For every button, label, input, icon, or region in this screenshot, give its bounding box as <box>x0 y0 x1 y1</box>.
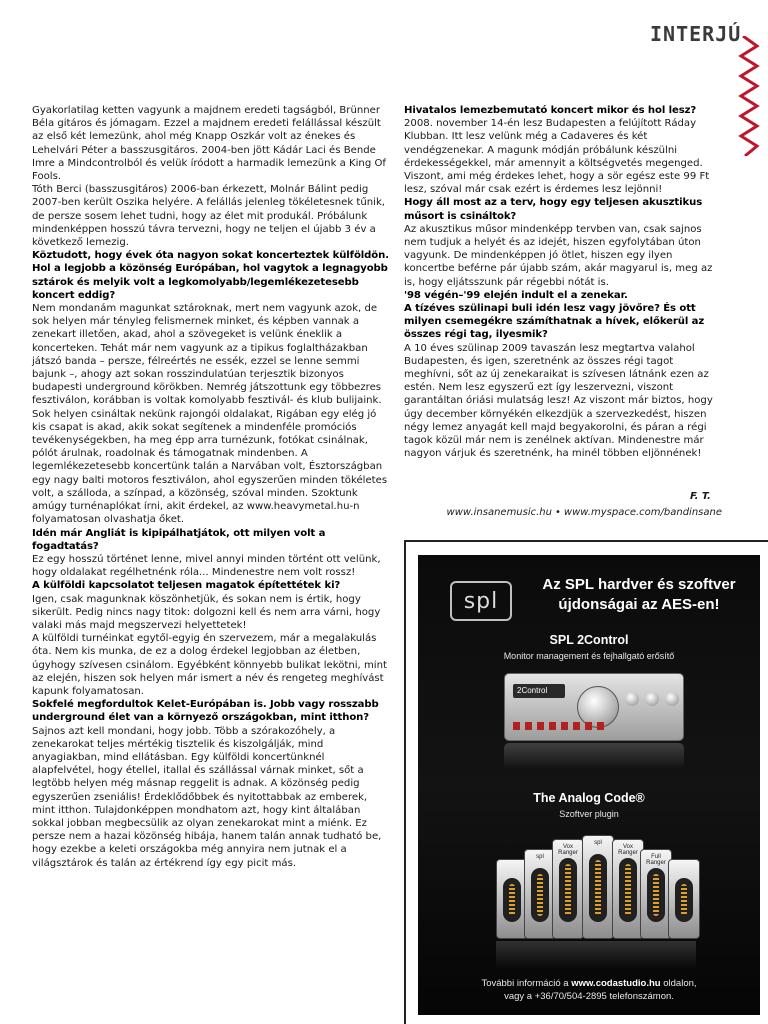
question-paragraph: '98 végén–'99 elején indult el a zenekar. <box>404 289 628 301</box>
plugin-meter <box>589 854 607 922</box>
spl-logo: spl <box>450 581 512 621</box>
plugin-meter <box>647 868 665 922</box>
answer-paragraph: Ez egy hosszú történet lenne, mivel annyi minden történt ott velünk, hogy oldalakat regélhetnénk róla... Mindenestre nem volt rossz! <box>32 553 381 579</box>
plugin-unit <box>668 859 700 939</box>
footer-phone: vagy a +36/70/504-2895 telefonszámon. <box>504 991 674 1002</box>
plugin-label: Full Ranger <box>646 854 666 866</box>
section-label: INTERJÚ <box>650 22 742 46</box>
answer-paragraph: Igen, csak magunknak köszönhetjük, és sokan nem is értik, hogy sikerült. Pedig nincs nagy titok: dolgozni kell és nem arra várni, hogy valaki más majd megszervezi helyettetek! <box>32 593 381 631</box>
plugin-label: Vox Ranger <box>618 844 638 856</box>
device-reflection <box>504 743 684 769</box>
website-link[interactable]: www.insanemusic.hu <box>446 507 552 518</box>
ad-headline: Az SPL hardver és szoftver újdonságai az AES-en! <box>542 576 736 613</box>
myspace-link[interactable]: www.myspace.com/bandinsane <box>563 507 722 518</box>
author-signature: F. T. <box>690 491 711 502</box>
product1-name: SPL 2Control <box>549 633 629 647</box>
plugin-images <box>496 835 696 939</box>
device-buttons <box>513 722 605 730</box>
zigzag-decoration <box>737 36 763 156</box>
answer-paragraph: A külföldi turnéinkat egytől-egyig én szervezem, már a megalakulás óta. Nem kis munka, de ez a dolog érdekel legjobban az életben, úgyhogy szívesen csinálom. Egyébként könnyebb bulikat lekötni, mint az elején, hiszen sok helyen már ismert a név és rengeteg meghívást kapunk folyamatosan. <box>32 633 387 697</box>
question-paragraph: Köztudott, hogy évek óta nagyon sokat koncerteztek külföldön. Hol a legjobb a közönség Európában, hol vagytok a legnagyobb sztárok és melyik volt a legkomolyabb/legemlékezetesebb koncert eddig? <box>32 250 389 301</box>
answer-paragraph: 2008. november 14-én lesz Budapesten a felújított Ráday Klubban. Itt lesz velünk még a Cadaveres és két vendégzenekar. A magunk módján próbálunk készülni érdekességekkel, már amennyit a költségvetés megenged. Viszont, ami még érdekes lehet, hogy a sör egész este 99 Ft lesz, szóval már csak ezért is érdemes lesz lejönni! <box>404 118 710 196</box>
plugin-meter <box>619 858 637 922</box>
answer-paragraph: A 10 éves szülinap 2009 tavaszán lesz megtartva valahol Budapesten, és igen, szeretnénk az összes régi tagot meghívni, sőt az új zenekaraikat is szívesen látnánk ezen az estén. Nem lesz egyszerű ezt így leszervezni, viszont garantáltan óriási mulatság lesz! Az viszont már biztos, hogy úgy december környékén elkezdjük a szervezkedést, hiszen négy lemez anyagát kell majd begyakorolni, és páran a régi tagok közül már nem is zenélnek aktívan. Mindenestre már nagyon várjuk és szeretnénk, ha minél többen eljönnének! <box>404 342 713 460</box>
plugin-label: spl <box>594 840 602 846</box>
plugin-label: spl <box>536 854 544 860</box>
question-paragraph: A tízéves szülinapi buli idén lesz vagy jövőre? És ott milyen csemegékre számíthatnak a hívek, előkerül az összes régi tag, ilyesmik? <box>404 303 705 341</box>
plugin-meter <box>675 878 693 922</box>
2control-device-image <box>504 673 684 741</box>
plugin-meter <box>531 868 549 922</box>
spl-advertisement <box>418 555 760 1015</box>
answer-paragraph: Nem mondanám magunkat sztároknak, mert nem vagyunk azok, de sok helyen már tényleg felismernek minket, és képben vannak a zenekart illetően, akad, ahol a szövegeket is velünk éneklik a koncerteken. Tehát már nem vagyunk az a tipikus foglaltházakban játszó banda – persze, félreértés ne essék, ezzel se lenne semmi bajunk –, ahogy azt sokan rosszindulatúan terjesztik bizonyos budapesti underground körökben. Nemrég játszottunk egy többezres fesztiválon, korábban is voltak komolyabb fesztivál- és klub bulijaink. Sok helyen csináltak nekünk rajongói oldalakat, Rigában egy elég jó kis csapat is akad, akik sokat segítenek a mindenféle promóciós tevékenységekben, ha meg épp arra turnézunk, fotókat csinálnak, pólót árulnak, roadolnak és támogatnak mindenben. A legemlékezetesebb koncertünk talán a Narvában volt, Észtországban egy nagy balti motoros fesztiválon, ahol egyszerűen minden tökéletes volt, a szálloda, a színpad, a közönség, szóval minden. Szoktunk amúgy turnénaplókat írni, akit érdekel, az www.heavymetal.hu-n folyamatosan olvashatja őket. <box>32 303 388 526</box>
answer-paragraph: Gyakorlatilag ketten vagyunk a majdnem eredeti tagságból, Brünner Béla gitáros és jómagam. Ezzel a majdnem eredeti felállással készült az első két lemezünk, ahol még Knapp Oszkár volt az énekes és Lehelvári Péter a basszusgitáros. 2004-ben jött Kádár Laci és Bende Imre a Mindcontrolból és velük íródott a harmadik lemezünk a King Of Fools. <box>32 105 386 183</box>
plugin-unit <box>582 835 614 939</box>
product1-description: Monitor management és fejhallgató erősítő <box>503 651 675 661</box>
plugin-meter <box>503 878 521 922</box>
product2-name: The Analog Code® <box>533 791 645 805</box>
link-separator: • <box>555 507 561 518</box>
ad-footer <box>418 977 760 1003</box>
question-paragraph: A külföldi kapcsolatot teljesen magatok építettétek ki? <box>32 580 341 592</box>
footer-prefix: További információ a <box>481 978 569 989</box>
plugin-reflection <box>496 941 696 969</box>
device-badge: 2Control <box>513 684 565 698</box>
codastudio-link[interactable]: www.codastudio.hu <box>571 978 661 989</box>
small-knob <box>625 692 639 706</box>
band-links <box>404 507 722 518</box>
plugin-label: Vox Ranger <box>558 844 578 856</box>
small-knob <box>665 692 679 706</box>
small-knob <box>645 692 659 706</box>
article-right-column <box>404 104 722 460</box>
question-paragraph: Hivatalos lemezbemutató koncert mikor és hol lesz? <box>404 105 697 116</box>
product2-description: Szoftver plugin <box>559 809 619 819</box>
article-left-column <box>32 104 390 870</box>
question-paragraph: Hogy áll most az a terv, hogy egy teljesen akusztikus műsort is csináltok? <box>404 197 703 222</box>
plugin-meter <box>559 858 577 922</box>
answer-paragraph: Sajnos azt kell mondani, hogy jobb. Több a szórakozóhely, a zenekarokat teljes mértékig tisztelik és kiszolgálják, mind anyagiakban, mind ellátásban. Egy külföldi koncertünknél alapfelvétel, hogy étellel, itallal és szállással várnak minket, sőt a legtöbb helyen még másnap reggelit is adnak. A közönség pedig egyszerűen zseniális! Érdeklődőbbek és nyitottabbak az emberek, mint itthon. Tulajdonképpen mondhatom azt, hogy kint általában sokkal jobban megbecsülik az olyan zenekarokat mint a miénk. Ez persze nem a hazai közönség hibája, hanem talán annak tudható be, hogy ezekbe a keleti országokba még annyira nem jutnak el a világsztárok és talán az értékrend így egy picit más. <box>32 725 382 869</box>
plugin-unit <box>552 839 584 939</box>
answer-paragraph: Az akusztikus műsor mindenképp tervben van, csak sajnos nem tudjuk a helyét és az idejét, hiszen egyfolytában úton vagyunk. De mindenképpen jó ötlet, hiszen egy ilyen koncertbe beférne pár újabb szám, akár magyarul is, meg az is, hogy eljátsszunk pár régebbi nótát is. <box>404 223 713 288</box>
footer-mid: oldalon, <box>663 978 697 989</box>
question-paragraph: Idén már Angliát is kipipálhatjátok, ott milyen volt a fogadtatás? <box>32 527 326 552</box>
answer-paragraph: Tóth Berci (basszusgitáros) 2006-ban érkezett, Molnár Bálint pedig 2007-ben került Oszika helyére. A felállás jelenleg tökéletesnek tűnik, de persze sosem lehet tudni, hogy az élet mit produkál. Próbálunk mindenképpen hosszú távra tervezni, hogy ne teljen el újabb 3 év a következő lemezig. <box>32 184 386 249</box>
question-paragraph: Sokfelé megfordultok Kelet-Európában is. Jobb vagy rosszabb underground élet van a környező országokban, mint itthon? <box>32 699 379 724</box>
